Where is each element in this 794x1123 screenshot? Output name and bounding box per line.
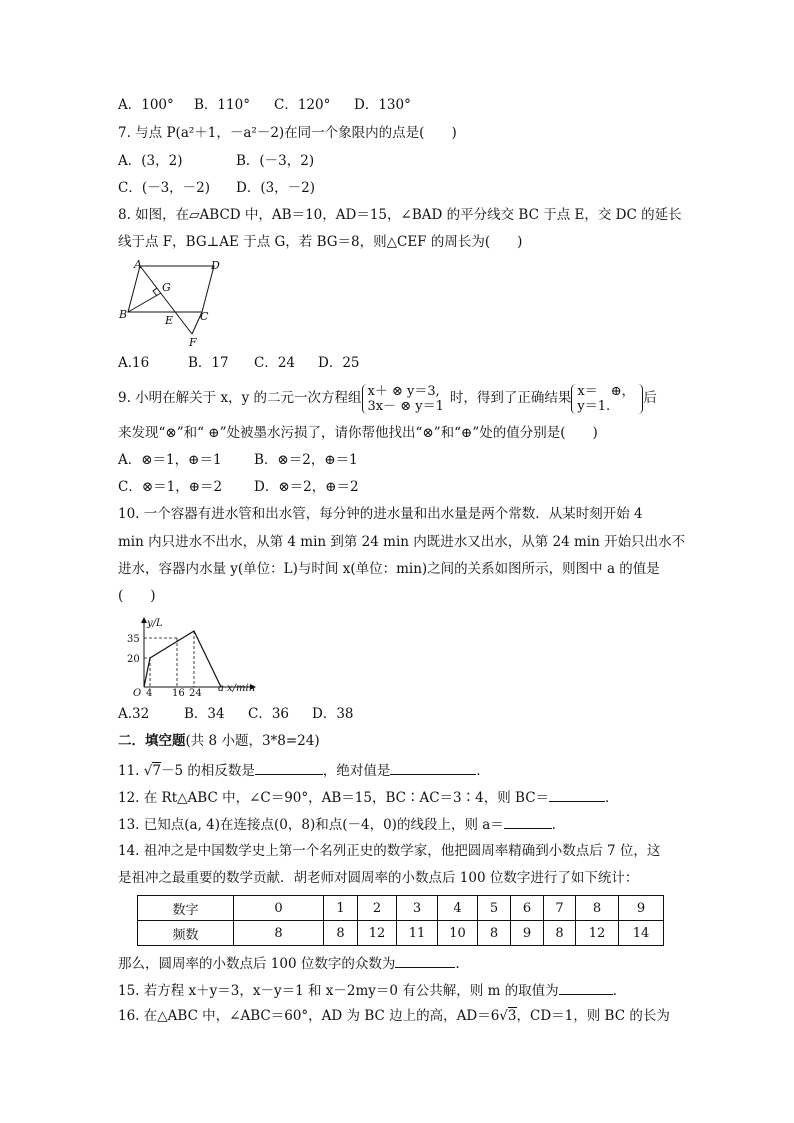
option-b: B．110° xyxy=(194,97,250,113)
q14-end: . xyxy=(455,956,460,972)
sqrt-argument: 7 xyxy=(152,763,161,779)
q12 xyxy=(118,787,619,807)
q15-end: ． xyxy=(612,983,627,999)
q11-text-1: －5 的相反数是 xyxy=(160,763,255,779)
xtick-16: 16 xyxy=(172,688,185,698)
q10-line3: 进水，容器内水量 y(单位：L)与时间 x(单位：min)之间的关系如图所示，则图中 a 的值是 xyxy=(118,561,660,577)
answer-blank[interactable] xyxy=(504,814,552,829)
table-cell: 8 xyxy=(544,921,576,946)
xtick-4: 4 xyxy=(146,688,153,698)
q13-text: 13. 已知点(a, 4)在连接点(0，8)和点(－4，0)的线段上，则 a＝ xyxy=(118,817,504,833)
q13-end: ． xyxy=(551,817,566,833)
table-cell: 12 xyxy=(576,921,619,946)
q13 xyxy=(118,814,565,834)
table-cell: 5 xyxy=(478,896,511,921)
q14-line1: 14. 祖冲之是中国数学史上第一个名列正史的数学家，他把圆周率精确到小数点后 7 位，这 xyxy=(118,843,661,859)
q15-text: 15. 若方程 x＋y＝3，x－y＝1 和 x－2my＝0 有公共解，则 m 的取值为 xyxy=(118,983,559,999)
solution-system xyxy=(571,384,643,414)
q7-options-row1 xyxy=(118,152,314,170)
option-a: A.32 xyxy=(118,706,150,722)
option-c: C．36 xyxy=(248,706,290,722)
q14-after-text: 那么，圆周率的小数点后 100 位数字的众数为 xyxy=(118,956,396,972)
table-cell: 9 xyxy=(511,921,544,946)
q9-stem-mid: 时，得到了正确结果 xyxy=(449,390,572,406)
q16-text-2: ，CD＝1，则 BC 的长为 xyxy=(516,1008,670,1024)
option-c: C．120° xyxy=(274,97,331,113)
option-d: D．25 xyxy=(318,355,360,371)
table-cell: 9 xyxy=(619,896,664,921)
q6-options xyxy=(118,96,411,114)
option-b: B．17 xyxy=(188,355,229,371)
option-a: A.16 xyxy=(118,355,150,371)
answer-blank-1[interactable] xyxy=(255,760,323,775)
equation-2: 3x－ ⊗ y＝1 xyxy=(367,398,444,414)
y-axis-label: y/L xyxy=(147,618,163,629)
label-g: G xyxy=(162,281,171,294)
table-cell: 8 xyxy=(576,896,619,921)
option-c: C．⊗＝1，⊕＝2 xyxy=(118,479,223,495)
table-cell: 8 xyxy=(234,921,324,946)
table-cell: 6 xyxy=(511,896,544,921)
q14-after xyxy=(118,953,460,973)
option-a: A．(3，2) xyxy=(118,153,183,169)
option-a: A．⊗＝1，⊕＝1 xyxy=(118,452,222,468)
q11-end: ． xyxy=(476,763,490,779)
table-cell: 8 xyxy=(324,921,358,946)
q10-line4: ( ) xyxy=(118,588,156,604)
equation-system xyxy=(362,384,450,414)
ytick-35: 35 xyxy=(127,634,140,645)
q7-stem: 7. 与点 P(a²＋1，－a²－2)在同一个象限内的点是( ) xyxy=(118,125,457,141)
table-cell: 4 xyxy=(438,896,478,921)
label-f: F xyxy=(189,336,197,349)
option-a: A．100° xyxy=(118,97,174,113)
xtick-a: a xyxy=(218,683,224,694)
q10-line2: min 内只进水不出水，从第 4 min 到第 24 min 内既进水又出水，从第 24 min 开始只出水不 xyxy=(118,534,686,550)
row-label: 频数 xyxy=(138,921,234,946)
section-title xyxy=(118,732,320,750)
option-b: B．⊗＝2，⊕＝1 xyxy=(254,452,358,468)
q8-options xyxy=(118,354,360,372)
xtick-24: 24 xyxy=(189,688,202,698)
table-cell: 14 xyxy=(619,921,664,946)
q9-options-row2 xyxy=(118,478,359,496)
digit-frequency-table xyxy=(137,895,664,946)
x-axis-label: x/min xyxy=(227,683,256,694)
table-cell: 1 xyxy=(324,896,358,921)
q12-text: 12. 在 Rt△ABC 中，∠C＝90°，AB＝15，BC∶AC＝3∶4，则 BC＝ xyxy=(118,790,550,806)
answer-blank[interactable] xyxy=(559,980,613,995)
option-b: B．(－3，2) xyxy=(236,153,315,169)
table-cell: 10 xyxy=(438,921,478,946)
q10-options xyxy=(118,705,354,723)
q9-stem-prefix: 9. 小明在解关于 x，y 的二元一次方程组 xyxy=(118,390,362,406)
label-d: D xyxy=(211,259,220,272)
sqrt-argument: 3 xyxy=(507,1008,517,1024)
table-cell: 0 xyxy=(234,896,324,921)
q9-line2: 来发现“⊗”和“ ⊕”处被墨水污损了，请你帮他找出“⊗”和“⊕”处的值分别是( ) xyxy=(118,425,598,441)
q8-line1: 8. 如图，在▱ABCD 中，AB＝10，AD＝15，∠BAD 的平分线交 BC 于点 E，交 DC 的延长 xyxy=(118,207,682,223)
option-c: C．24 xyxy=(254,355,296,371)
q8-line2: 线于点 F，BG⊥AE 于点 G，若 BG＝8，则△CEF 的周长为( ) xyxy=(118,234,523,250)
equation-1: x＋ ⊗ y＝3, xyxy=(367,383,440,399)
ytick-20: 20 xyxy=(127,654,140,665)
q11-text-2: ，绝对值是 xyxy=(322,763,391,779)
table-row xyxy=(138,921,664,946)
option-d: D．130° xyxy=(354,97,411,113)
q9-line1 xyxy=(118,382,657,414)
label-a: A xyxy=(134,258,142,271)
option-b: B．34 xyxy=(184,706,225,722)
option-d: D．38 xyxy=(312,706,354,722)
sqrt-symbol: √ xyxy=(143,763,153,779)
option-c: C．(－3，－2) xyxy=(118,180,211,196)
q16-text: 16. 在△ABC 中，∠ABC＝60°，AD 为 BC 边上的高，AD＝6 xyxy=(118,1008,500,1024)
q14-line2: 是祖冲之最重要的数学贡献．胡老师对圆周率的小数点后 100 位数字进行了如下统计： xyxy=(118,870,639,886)
label-b: B xyxy=(119,308,128,321)
q11 xyxy=(118,760,490,780)
table-cell: 8 xyxy=(478,921,511,946)
section-note: (共 8 小题，3*8=24) xyxy=(185,733,320,749)
solution-y: y＝1. xyxy=(577,398,611,414)
table-cell: 12 xyxy=(358,921,397,946)
q16 xyxy=(118,1007,670,1025)
q10-line1: 10. 一个容器有进水管和出水管，每分钟的进水量和出水量是两个常数．从某时刻开始 4 xyxy=(118,506,643,522)
option-d: D．⊗＝2，⊕＝2 xyxy=(254,479,359,495)
table-cell: 2 xyxy=(358,896,397,921)
answer-blank[interactable] xyxy=(395,953,455,968)
table-cell: 3 xyxy=(397,896,438,921)
answer-blank[interactable] xyxy=(549,787,605,802)
sqrt-symbol: √ xyxy=(499,1008,508,1024)
option-d: D．(3，－2) xyxy=(236,180,316,196)
table-cell: 7 xyxy=(544,896,576,921)
q11-number: 11. xyxy=(118,763,144,779)
label-e: E xyxy=(165,314,174,327)
q9-stem-suffix: 后 xyxy=(643,390,657,406)
q15 xyxy=(118,980,626,1000)
answer-blank-2[interactable] xyxy=(390,760,476,775)
q8-parallelogram-figure xyxy=(116,258,228,350)
q12-end: ． xyxy=(605,790,619,806)
origin-label: O xyxy=(133,688,142,698)
q10-water-graph xyxy=(120,612,260,698)
table-cell: 11 xyxy=(397,921,438,946)
header-label: 数字 xyxy=(138,896,234,921)
solution-x: x＝ ⊕， xyxy=(577,383,635,399)
table-row xyxy=(138,896,664,921)
q7-options-row2 xyxy=(118,179,315,197)
section-heading: 二．填空题 xyxy=(118,733,186,749)
label-c: C xyxy=(200,310,209,323)
q9-options-row1 xyxy=(118,451,358,469)
